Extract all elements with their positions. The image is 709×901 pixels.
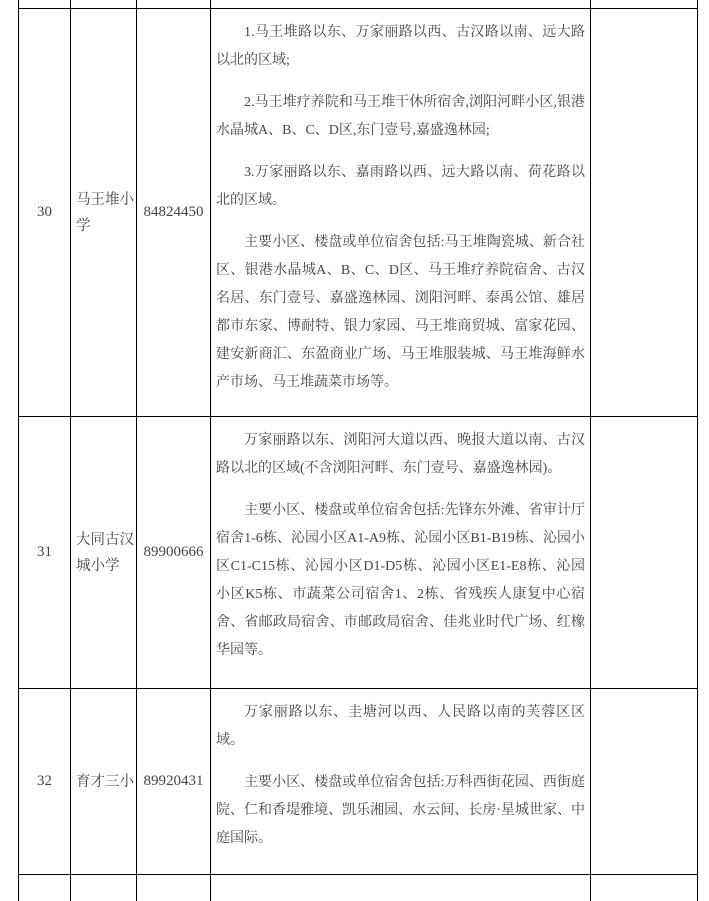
district-desc-cell — [211, 875, 591, 901]
desc-paragraph: 主要小区、楼盘或单位宿舍包括:马王堆陶瓷城、新合社区、银港水晶城A、B、C、D区、马王堆疗养院宿舍、古汉名居、东门壹号、嘉盛逸林园、浏阳河畔、泰禹公馆、雄居都市东家、博耐特、银力家园、马王堆商贸城、富家花园、建安新商汇、东盈商业广场、马王堆服装城、马王堆海鲜水产市场、马王堆蔬菜市场等。 — [216, 229, 585, 397]
district-desc-cell — [211, 417, 591, 689]
table-row-partial-bottom — [19, 875, 698, 901]
row-number-cell — [19, 0, 71, 9]
table-row-partial-top — [19, 0, 698, 9]
table-row — [19, 417, 698, 689]
notes-cell — [591, 417, 698, 689]
desc-paragraph: 1.马王堆路以东、万家丽路以西、古汉路以南、远大路以北的区域; — [216, 19, 585, 75]
row-number-cell: 30 — [19, 9, 71, 417]
district-desc-cell — [211, 0, 591, 9]
desc-paragraph: 2.马王堆疗养院和马王堆干休所宿舍,浏阳河畔小区,银港水晶城A、B、C、D区,东门壹号,嘉盛逸林园; — [216, 89, 585, 145]
phone-cell: 84824450 — [137, 9, 211, 417]
desc-paragraph: 主要小区、楼盘或单位宿舍包括:万科西街花园、西街庭院、仁和香堤雅境、凯乐湘园、水云间、长房·星城世家、中庭国际。 — [216, 769, 585, 853]
phone-cell — [137, 875, 211, 901]
school-name-cell: 大同古汉城小学 — [71, 417, 137, 689]
school-district-table — [18, 0, 698, 901]
notes-cell — [591, 9, 698, 417]
district-desc-cell — [211, 9, 591, 417]
phone-cell — [137, 0, 211, 9]
row-number-cell — [19, 875, 71, 901]
school-name-cell — [71, 0, 137, 9]
phone-cell: 89900666 — [137, 417, 211, 689]
desc-paragraph: 3.万家丽路以东、嘉雨路以西、远大路以南、荷花路以北的区域。 — [216, 159, 585, 215]
phone-cell: 89920431 — [137, 689, 211, 875]
row-number-cell: 31 — [19, 417, 71, 689]
desc-paragraph: 主要小区、楼盘或单位宿舍包括:先锋东外滩、省审计厅宿舍1-6栋、沁园小区A1-A9栋、沁园小区B1-B19栋、沁园小区C1-C15栋、沁园小区D1-D5栋、沁园小区E1-E8栋、沁园小区K5栋、市蔬菜公司宿舍1、2栋、省残疾人康复中心宿舍、省邮政局宿舍、市邮政局宿舍、佳兆业时代广场、红橡华园等。 — [216, 497, 585, 665]
district-desc-cell — [211, 689, 591, 875]
notes-cell — [591, 0, 698, 9]
school-name-cell: 育才三小 — [71, 689, 137, 875]
row-number-cell: 32 — [19, 689, 71, 875]
table-row — [19, 689, 698, 875]
school-name-cell — [71, 875, 137, 901]
notes-cell — [591, 875, 698, 901]
school-name-cell: 马王堆小学 — [71, 9, 137, 417]
table-row — [19, 9, 698, 417]
desc-paragraph: 万家丽路以东、圭塘河以西、人民路以南的芙蓉区区域。 — [216, 699, 585, 755]
desc-paragraph: 万家丽路以东、浏阳河大道以西、晚报大道以南、古汉路以北的区域(不含浏阳河畔、东门壹号、嘉盛逸林园)。 — [216, 427, 585, 483]
notes-cell — [591, 689, 698, 875]
